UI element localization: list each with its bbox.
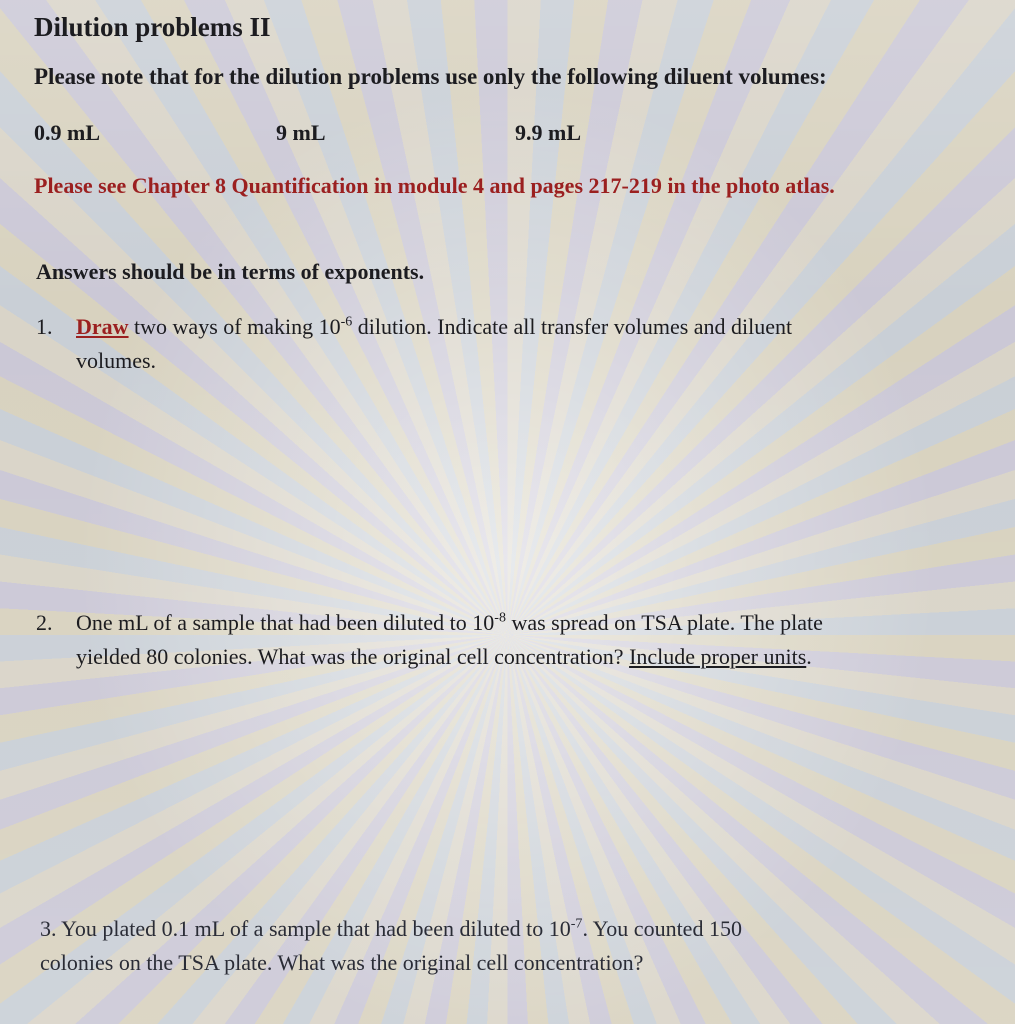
- question-3: [40, 912, 960, 980]
- question-2-text-b: was spread on TSA plate. The plate: [505, 610, 823, 635]
- question-1-text-b: dilution. Indicate all transfer volumes and diluent: [352, 314, 793, 339]
- draw-keyword: Draw: [76, 314, 129, 339]
- worksheet-title: Dilution problems II: [34, 12, 271, 42]
- question-2-text-a: One mL of a sample that had been diluted to 10: [76, 610, 495, 635]
- question-1-exponent: -6: [340, 314, 353, 330]
- question-2-number: 2.: [36, 610, 53, 635]
- question-1-number: 1.: [36, 314, 53, 339]
- question-1-text-a: two ways of making 10: [128, 314, 341, 339]
- question-3-text-a: You plated 0.1 mL of a sample that had been diluted to 10: [56, 916, 571, 941]
- answers-note: Answers should be in terms of exponents.: [36, 259, 425, 284]
- chapter-reference: Please see Chapter 8 Quantification in module 4 and pages 217-219 in the photo atlas.: [34, 173, 835, 198]
- question-2: [36, 606, 1011, 674]
- question-2-exponent: -8: [494, 610, 506, 626]
- question-3-text-b: . You counted 150: [582, 916, 742, 941]
- volume-option-1: 0.9 mL: [34, 120, 100, 145]
- diluent-note: Please note that for the dilution problems use only the following diluent volumes:: [34, 64, 827, 89]
- question-2-text-d: .: [806, 644, 812, 669]
- volume-option-2: 9 mL: [276, 120, 326, 145]
- question-2-text-c: yielded 80 colonies. What was the original cell concentration?: [76, 644, 630, 669]
- question-2-line-2: [36, 640, 1011, 674]
- units-instruction: Include proper units: [629, 644, 807, 669]
- question-1: [36, 310, 976, 378]
- volume-option-3: 9.9 mL: [515, 120, 581, 145]
- question-3-text-c: colonies on the TSA plate. What was the original cell concentration?: [40, 950, 644, 975]
- question-3-exponent: -7: [570, 916, 583, 932]
- question-3-number: 3.: [40, 916, 57, 941]
- question-1-text-c: volumes.: [76, 348, 157, 373]
